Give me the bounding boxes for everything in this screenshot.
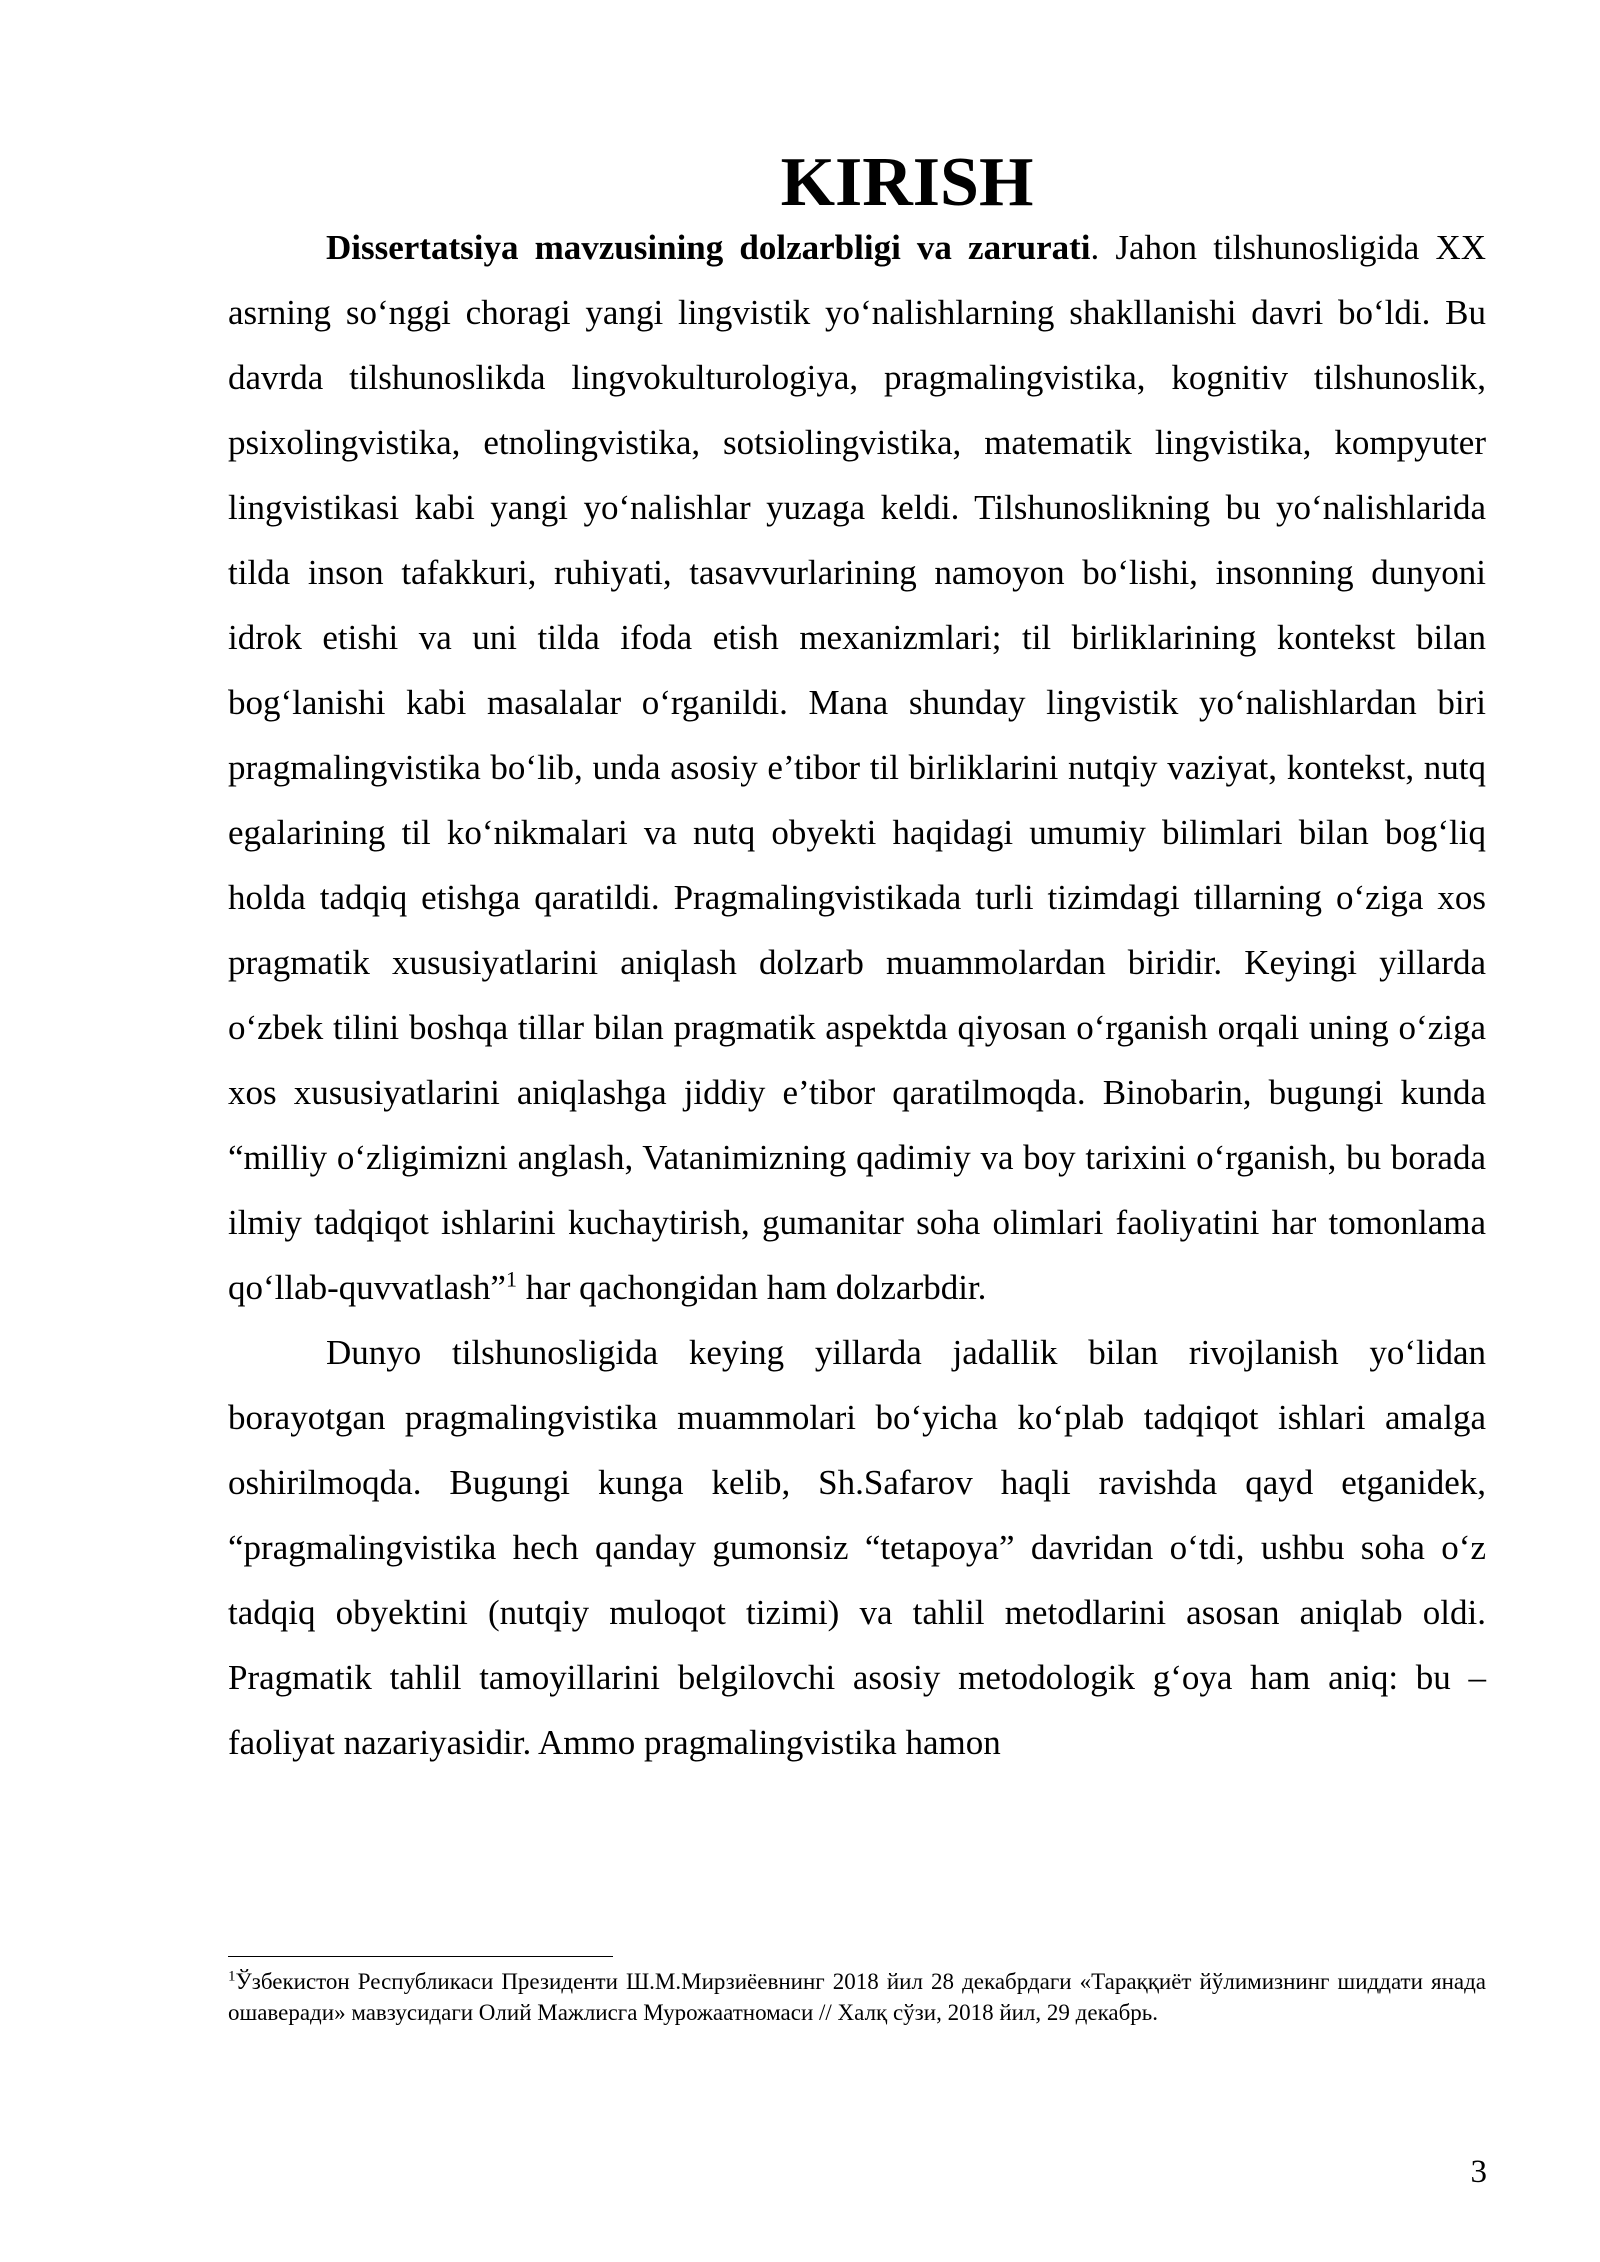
paragraph-tail: har qachongidan ham dolzarbdir. (516, 1268, 987, 1307)
section-heading: KIRISH (780, 144, 1034, 221)
footnote-text: Ўзбекистон Республикаси Президенти Ш.М.Мирзиёевнинг 2018 йил 28 декабрдаги «Тараққиёт йўлимизнинг шиддати янада ошаверади» мавзусидаги Олий Мажлисга Мурожаатномаси // Халқ сўзи, 2018 йил, 29 декабрь. (228, 1969, 1486, 2025)
main-text (228, 144, 1487, 1775)
footnote-reference[interactable]: 1 (505, 1266, 517, 1292)
paragraph-lead: Dissertatsiya mavzusining dolzarbligi va zarurati (326, 228, 1091, 267)
paragraph-world-linguistics: Dunyo tilshunosligida keying yillarda jadallik bilan rivojlanish yo‘lidan borayotgan pragmalingvistika muammolari bo‘yicha ko‘plab tadqiqot ishlari amalga oshirilmoqda. Bugungi kunga kelib, Sh.Safarov haqli ravishda qayd etganidek, “pragmalingvistika hech qanday gumonsiz “tetapoya” davridan o‘tdi, ushbu soha o‘z tadqiq obyektini (nutqiy muloqot tizimi) va tahlil metodlarini asosan aniqlab oldi. Pragmatik tahlil tamoyillarini belgilovchi asosiy metodologik g‘oya ham aniq: bu – faoliyat nazariyasidir. Ammo pragmalingvistika hamon (228, 1333, 1486, 1762)
page-number: 3 (1470, 2154, 1487, 2190)
footnote-separator (228, 1956, 613, 1957)
footnote (228, 1966, 1486, 2028)
paragraph-relevance (228, 215, 1486, 1320)
paragraph-body: . Jahon tilshunosligida XX asrning so‘nggi choragi yangi lingvistik yo‘nalishlarning shakllanishi davri bo‘ldi. Bu davrda tilshunoslikda lingvokulturologiya, pragmalingvistika, kognitiv tilshunoslik, psixolingvistika, etnolingvistika, sotsiolingvistika, matematik lingvistika, kompyuter lingvistikasi kabi yangi yo‘nalishlar yuzaga keldi. Tilshunoslikning bu yo‘nalishlarida tilda inson tafakkuri, ruhiyati, tasavvurlarining namoyon bo‘lishi, insonning dunyoni idrok etishi va uni tilda ifoda etish mexanizmlari; til birliklarining kontekst bilan bog‘lanishi kabi masalalar o‘rganildi. Mana shunday lingvistik yo‘nalishlardan biri pragmalingvistika bo‘lib, unda asosiy e’tibor til birliklarini nutqiy vaziyat, kontekst, nutq egalarining til ko‘nikmalari va nutq obyekti haqidagi umumiy bilimlari bilan bog‘liq holda tadqiq etishga qaratildi. Pragmalingvistikada turli tizimdagi tillarning o‘ziga xos pragmatik xususiyatlarini aniqlash dolzarb muammolardan biridir. Keyingi yillarda o‘zbek tilini boshqa tillar bilan pragmatik aspektda qiyosan o‘rganish orqali uning o‘ziga xos xususiyatlarini aniqlashga jiddiy e’tibor qaratilmoqda. Binobarin, bugungi kunda “milliy o‘zligimizni anglash, Vatanimizning qadimiy va boy tarixini o‘rganish, bu borada ilmiy tadqiqot ishlarini kuchaytirish, gumanitar soha olimlari faoliyatini har tomonlama qo‘llab-quvvatlash” (228, 228, 1487, 1307)
footnote-marker: 1 (228, 1968, 236, 1985)
